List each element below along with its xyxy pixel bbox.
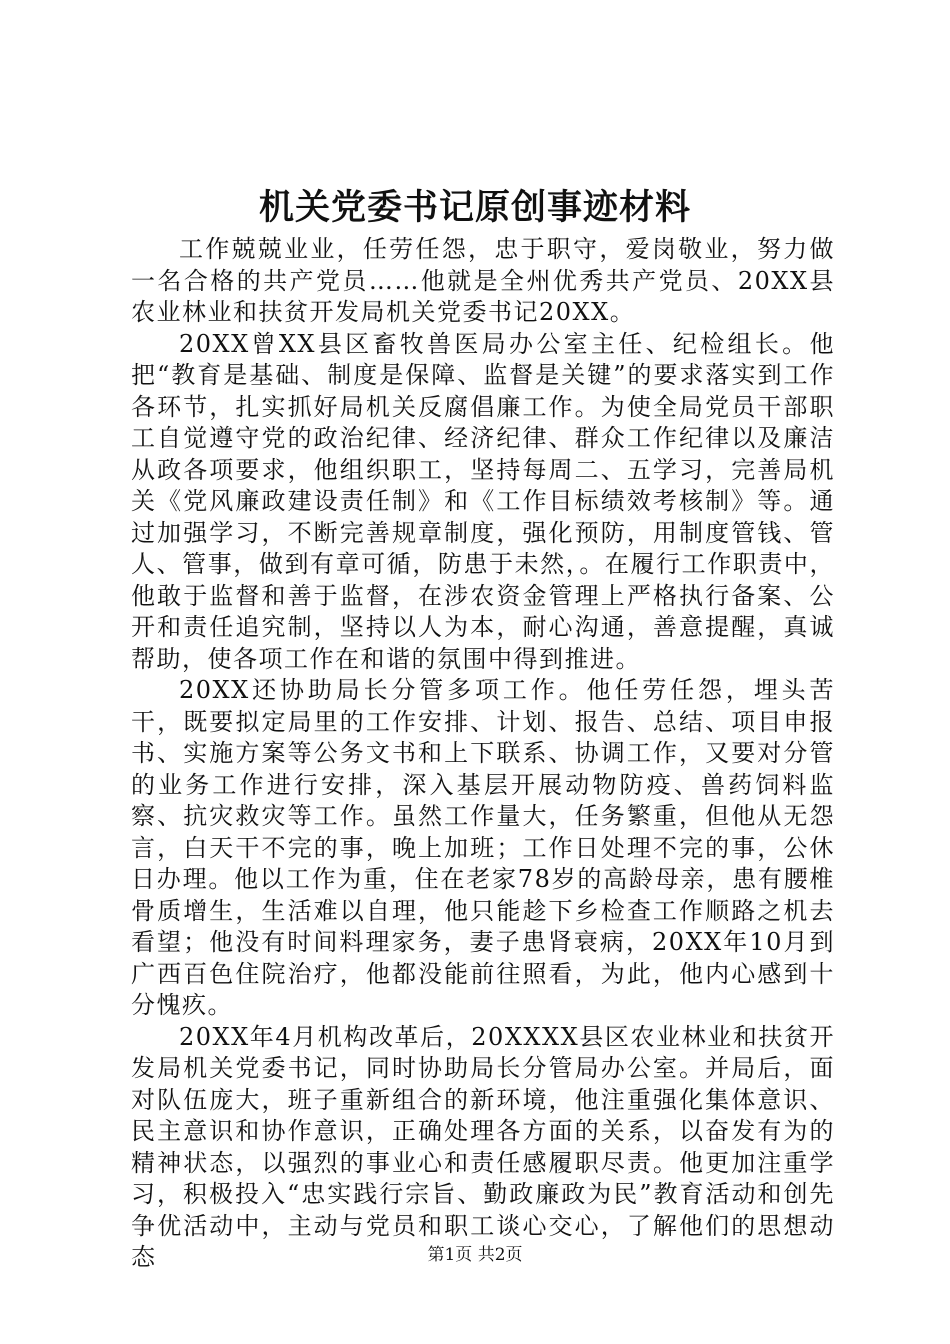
document-body <box>131 234 835 1274</box>
document-title: 机关党委书记原创事迹材料 <box>258 187 691 228</box>
body-paragraph: 工作兢兢业业，任劳任怨，忠于职守，爱岗敬业，努力做一名合格的共产党员……他就是全州优秀共产党员、20XX县农业林业和扶贫开发局机关党委书记20XX。 <box>131 235 835 326</box>
body-paragraph: 20XX年4月机构改革后，20XXXX县区农业林业和扶贫开发局机关党委书记，同时协助局长分管局办公室。并局后，面对队伍庞大，班子重新组合的新环境，他注重强化集体意识、民主意识和协作意识，正确处理各方面的关系，以奋发有为的精神状态，以强烈的事业心和责任感履职尽责。他更加注重学习，积极投入“忠实践行宗旨、勤政廉政为民”教育活动和创先争优活动中，主动与党员和职工谈心交心，了解他们的思想动态 <box>131 1022 835 1271</box>
body-paragraph: 20XX曾XX县区畜牧兽医局办公室主任、纪检组长。他把“教育是基础、制度是保障、监督是关键”的要求落实到工作各环节，扎实抓好局机关反腐倡廉工作。为使全局党员干部职工自觉遵守党的政治纪律、经济纪律、群众工作纪律以及廉洁从政各项要求，他组织职工，坚持每周二、五学习，完善局机关《党风廉政建设责任制》和《工作目标绩效考核制》等。通过加强学习，不断完善规章制度，强化预防，用制度管钱、管人、管事，做到有章可循，防患于未然，。在履行工作职责中，他敢于监督和善于监督，在涉农资金管理上严格执行备案、公开和责任追究制，坚持以人为本，耐心沟通，善意提醒，真诚帮助，使各项工作在和谐的氛围中得到推进。 <box>131 329 835 673</box>
body-paragraph: 20XX还协助局长分管多项工作。他任劳任怨，埋头苦干，既要拟定局里的工作安排、计划、报告、总结、项目申报书、实施方案等公务文书和上下联系、协调工作，又要对分管的业务工作进行安排，深入基层开展动物防疫、兽药饲料监察、抗灾救灾等工作。虽然工作量大，任务繁重，但他从无怨言，白天干不完的事，晚上加班；工作日处理不完的事，公休日办理。他以工作为重，住在老家78岁的高龄母亲，患有腰椎骨质增生，生活难以自理，他只能趁下乡检查工作顺路之机去看望；他没有时间料理家务，妻子患肾衰病，20XX年10月到广西百色住院治疗，他都没能前往照看，为此，他内心感到十分愧疚。 <box>131 676 835 1019</box>
page-number-footer: 第1页 共2页 <box>427 1245 523 1265</box>
